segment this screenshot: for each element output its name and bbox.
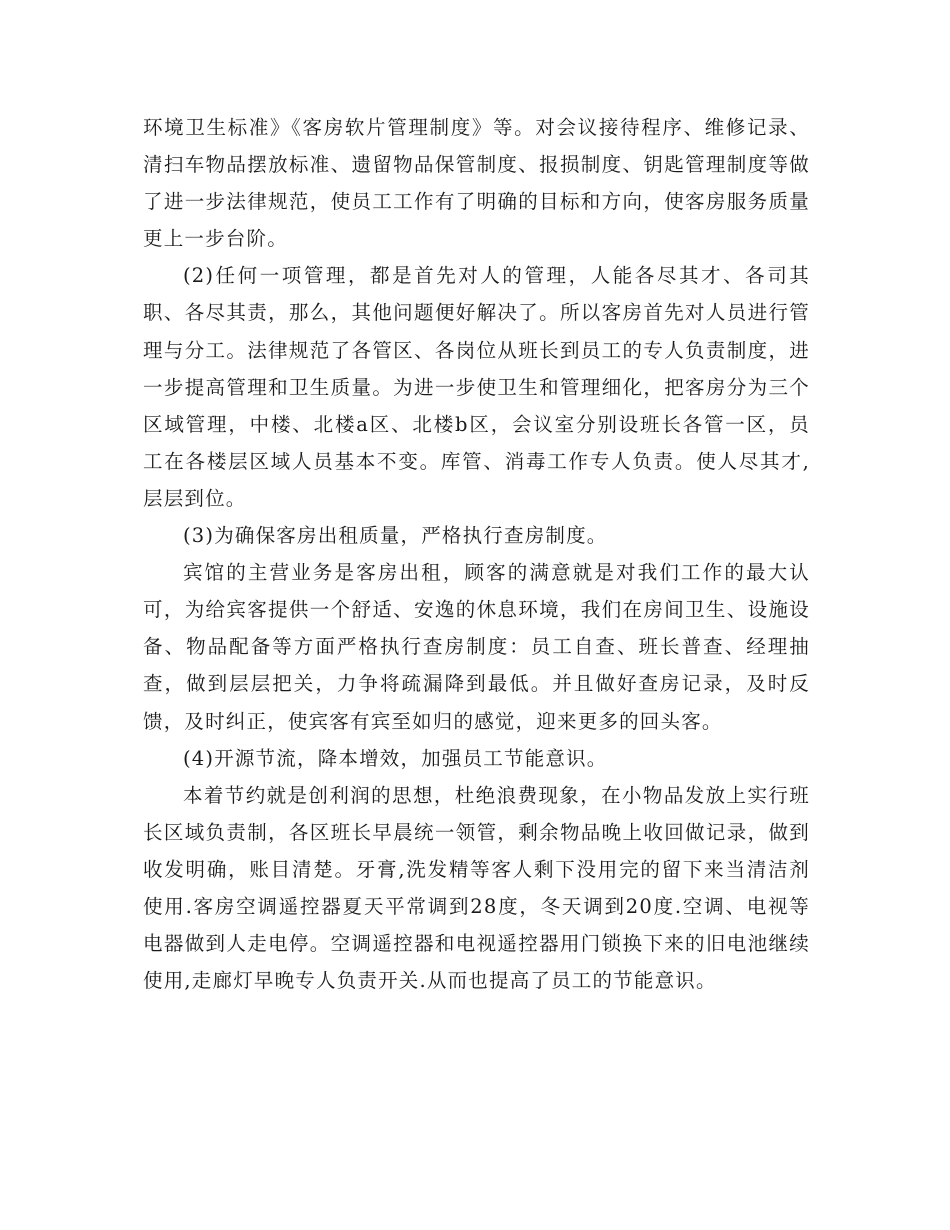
paragraph-staff-management: (2)任何一项管理，都是首先对人的管理，人能各尽其才、各司其职、各尽其责，那么，其他问题便好解决了。所以客房首先对人员进行管理与分工。法律规范了各管区、各岗位从班长到员工的专人负责制度，进一步提高管理和卫生质量。为进一步使卫生和管理细化，把客房分为三个区域管理，中楼、北楼a区、北楼b区，会议室分别设班长各管一区，员工在各楼层区域人员基本不变。库管、消毒工作专人负责。使人尽其才,层层到位。 (143, 264, 810, 510)
paragraph-room-check-detail: 宾馆的主营业务是客房出租，顾客的满意就是对我们工作的最大认可，为给宾客提供一个舒适、安逸的休息环境，我们在房间卫生、设施设备、物品配备等方面严格执行查房制度：员工自查、班长普查、经理抽查，做到层层把关，力争将疏漏降到最低。并且做好查房记录，及时反馈，及时纠正，使宾客有宾至如归的感觉，迎来更多的回头客。 (143, 561, 810, 733)
paragraph-energy-saving-heading: (4)开源节流，降本增效，加强员工节能意识。 (182, 746, 608, 770)
paragraph-room-check-heading: (3)为确保客房出租质量，严格执行查房制度。 (182, 524, 608, 548)
document-body (143, 109, 810, 999)
paragraph-standards-continuation: 环境卫生标准》《客房软片管理制度》等。对会议接待程序、维修记录、清扫车物品摆放标准、遗留物品保管制度、报损制度、钥匙管理制度等做了进一步法律规范，使员工工作有了明确的目标和方向，使客房服务质量更上一步台阶。 (143, 116, 810, 251)
paragraph-energy-saving-detail: 本着节约就是创利润的思想，杜绝浪费现象，在小物品发放上实行班长区域负责制，各区班长早晨统一领管，剩余物品晚上收回做记录，做到收发明确，账目清楚。牙膏,洗发精等客人剩下没用完的留下来当清洁剂使用.客房空调遥控器夏天平常调到28度，冬天调到20度.空调、电视等电器做到人走电停。空调遥控器和电视遥控器用门锁换下来的旧电池继续使用,走廊灯早晚专人负责开关.从而也提高了员工的节能意识。 (143, 783, 810, 993)
